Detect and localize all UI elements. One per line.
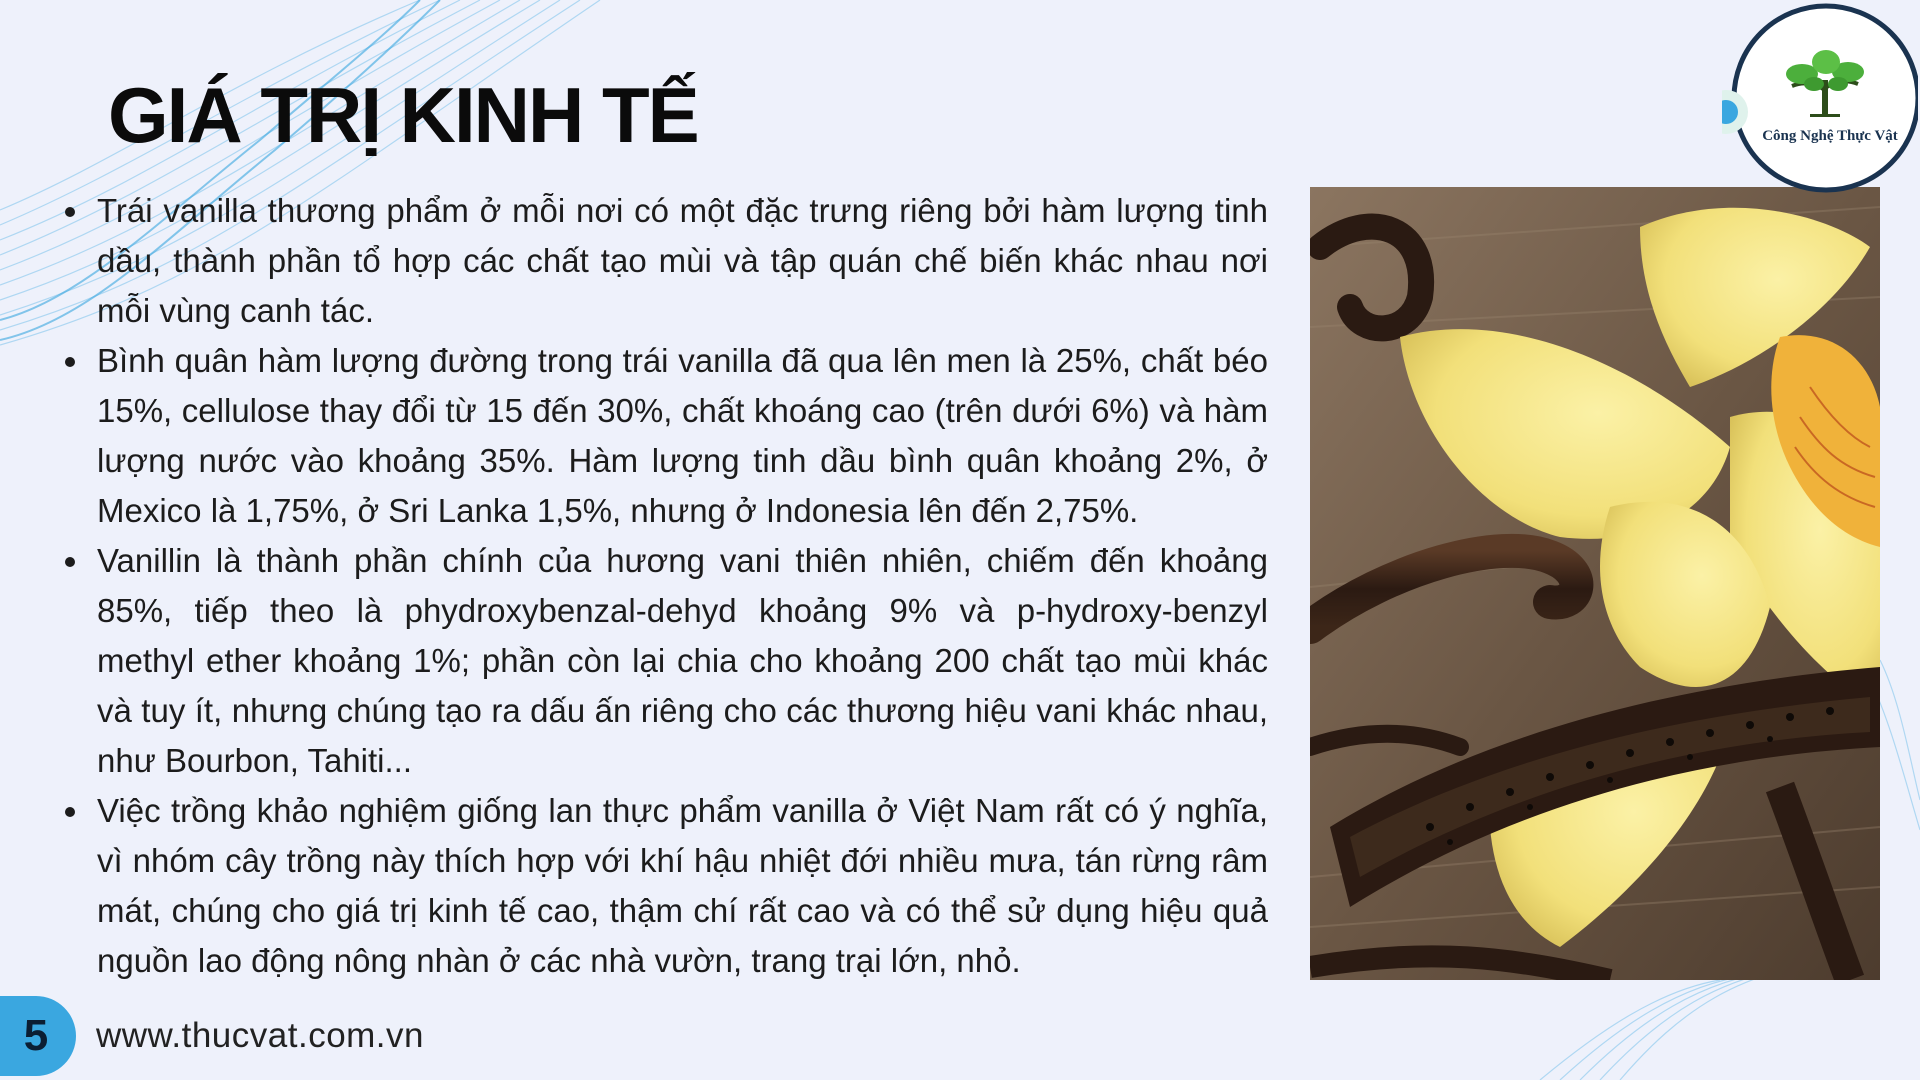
logo-text: Công Nghệ Thực Vật bbox=[1762, 128, 1898, 144]
bullet-item: Bình quân hàm lượng đường trong trái vanilla đã qua lên men là 25%, chất béo 15%, cellulose thay đổi từ 15 đến 30%, chất khoáng cao (trên dưới 6%) và hàm lượng nước vào khoảng 35%. Hàm lượng tinh dầu bình quân khoảng 2%, ở Mexico là 1,75%, ở Sri Lanka 1,5%, nhưng ở Indonesia lên đến 2,75%. bbox=[58, 336, 1268, 536]
page-number: 5 bbox=[23, 1011, 49, 1060]
bullet-list bbox=[58, 186, 1268, 986]
bullet-item: Vanillin là thành phần chính của hương vani thiên nhiên, chiếm đến khoảng 85%, tiếp theo là phydroxybenzal-dehyd khoảng 9% và p-hydroxy-benzyl methyl ether khoảng 1%; phần còn lại chia cho khoảng 200 chất tạo mùi khác và tuy ít, nhưng chúng tạo ra dấu ấn riêng cho các thương hiệu vani khác nhau, như Bourbon, Tahiti... bbox=[58, 536, 1268, 786]
vanilla-photo bbox=[1310, 187, 1880, 980]
footer-url[interactable]: www.thucvat.com.vn bbox=[96, 1016, 424, 1055]
vanilla-flower-photo-icon bbox=[1310, 187, 1880, 980]
bullet-item: Trái vanilla thương phẩm ở mỗi nơi có một đặc trưng riêng bởi hàm lượng tinh dầu, thành phần tổ hợp các chất tạo mùi và tập quán chế biến khác nhau nơi mỗi vùng canh tác. bbox=[58, 186, 1268, 336]
logo bbox=[1722, 0, 1918, 196]
slide-title: GIÁ TRỊ KINH TẾ bbox=[108, 71, 698, 159]
bullet-item: Việc trồng khảo nghiệm giống lan thực phẩm vanilla ở Việt Nam rất có ý nghĩa, vì nhóm cây trồng này thích hợp với khí hậu nhiệt đới nhiều mưa, tán rừng râm mát, chúng cho giá trị kinh tế cao, thậm chí rất cao và có thể sử dụng hiệu quả nguồn lao động nông nhàn ở các nhà vườn, trang trại lớn, nhỏ. bbox=[58, 786, 1268, 986]
